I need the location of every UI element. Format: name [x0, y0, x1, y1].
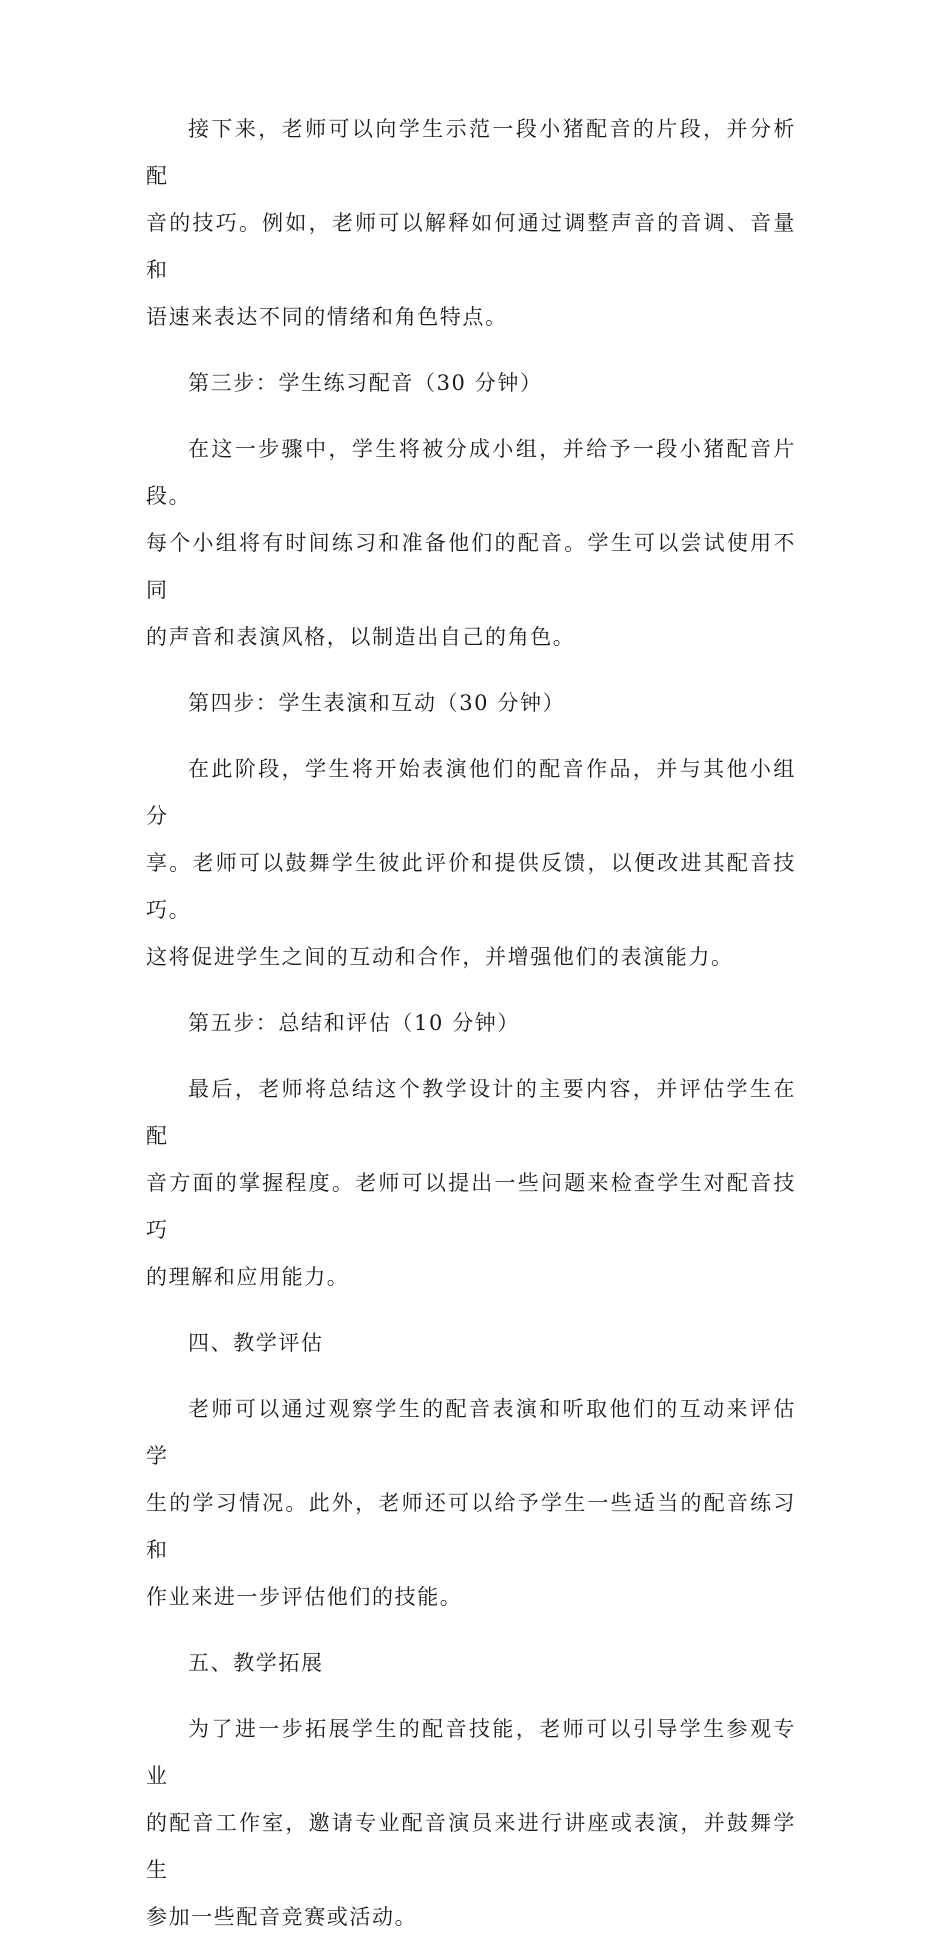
text-line: 第三步：学生练习配音（30 分钟） — [188, 371, 543, 395]
text-line: 在这一步骤中，学生将被分成小组，并给予一段小猪配音片段。 — [146, 437, 796, 508]
text-line: 音方面的掌握程度。老师可以提出一些问题来检查学生对配音技巧 — [146, 1171, 796, 1242]
text-line: 老师可以通过观察学生的配音表演和听取他们的互动来评估学 — [146, 1397, 796, 1468]
body-paragraph — [146, 426, 796, 661]
text-line: 五、教学拓展 — [188, 1651, 324, 1675]
text-line: 参加一些配音竞赛或活动。 — [146, 1905, 418, 1929]
text-line: 音的技巧。例如，老师可以解释如何通过调整声音的音调、音量和 — [146, 211, 796, 282]
section-heading — [146, 680, 796, 727]
body-paragraph — [146, 746, 796, 981]
text-line: 每个小组将有时间练习和准备他们的配音。学生可以尝试使用不同 — [146, 531, 796, 602]
body-paragraph — [146, 106, 796, 341]
text-line: 第五步：总结和评估（10 分钟） — [188, 1011, 520, 1035]
section-heading — [146, 1000, 796, 1047]
text-line: 语速来表达不同的情绪和角色特点。 — [146, 305, 508, 329]
body-paragraph — [146, 1386, 796, 1621]
body-paragraph — [146, 1706, 796, 1941]
text-line: 这将促进学生之间的互动和合作，并增强他们的表演能力。 — [146, 945, 734, 969]
section-heading — [146, 360, 796, 407]
text-line: 四、教学评估 — [188, 1331, 324, 1355]
text-line: 生的学习情况。此外，老师还可以给予学生一些适当的配音练习和 — [146, 1491, 796, 1562]
text-line: 的理解和应用能力。 — [146, 1265, 350, 1289]
text-line: 在此阶段，学生将开始表演他们的配音作品，并与其他小组分 — [146, 757, 796, 828]
text-line: 最后，老师将总结这个教学设计的主要内容，并评估学生在配 — [146, 1077, 796, 1148]
body-paragraph — [146, 1066, 796, 1301]
text-line: 接下来，老师可以向学生示范一段小猪配音的片段，并分析配 — [146, 117, 796, 188]
text-line: 第四步：学生表演和互动（30 分钟） — [188, 691, 566, 715]
text-line: 作业来进一步评估他们的技能。 — [146, 1585, 463, 1609]
section-heading — [146, 1640, 796, 1687]
document-body — [146, 106, 796, 1960]
text-line: 的配音工作室，邀请专业配音演员来进行讲座或表演，并鼓舞学生 — [146, 1811, 796, 1882]
text-line: 的声音和表演风格，以制造出自己的角色。 — [146, 625, 576, 649]
text-line: 享。老师可以鼓舞学生彼此评价和提供反馈，以便改进其配音技巧。 — [146, 851, 796, 922]
text-line: 为了进一步拓展学生的配音技能，老师可以引导学生参观专业 — [146, 1717, 796, 1788]
